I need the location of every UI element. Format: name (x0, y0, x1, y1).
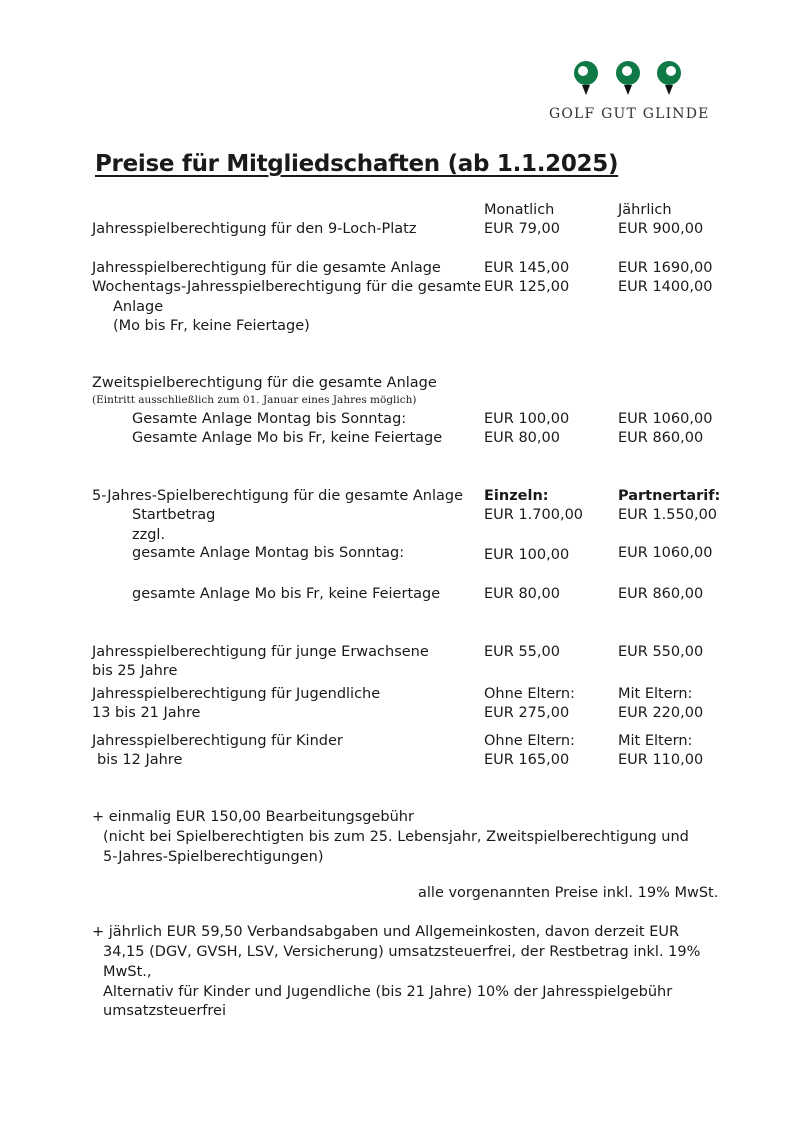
annual-line: Alternativ für Kinder und Jugendliche (bis 21 Jahre) 10% der Jahresspielgebühr (103, 984, 673, 1000)
annual-line: 34,15 (DGV, GVSH, LSV, Versicherung) umsatzsteuerfrei, der Restbetrag inkl. 19% (103, 944, 701, 960)
row-partner: EUR 1060,00 (618, 545, 713, 561)
golf-ball-icon (572, 60, 600, 96)
section-label: 5-Jahres-Spielberechtigung für die gesamte Anlage (92, 488, 463, 504)
row-sub: bis 12 Jahre (97, 752, 183, 768)
row-monthly: EUR 100,00 (484, 411, 570, 427)
row-label: Jahresspielberechtigung für junge Erwachsene (92, 644, 429, 660)
header-with-parents: Mit Eltern: (618, 686, 693, 702)
row-value: EUR 110,00 (618, 752, 704, 768)
header-without-parents: Ohne Eltern: (484, 686, 575, 702)
row-note: (Mo bis Fr, keine Feiertage) (113, 318, 310, 334)
row-value: EUR 165,00 (484, 752, 570, 768)
row-value: EUR 220,00 (618, 705, 704, 721)
header-without-parents: Ohne Eltern: (484, 733, 575, 749)
row-yearly: EUR 1400,00 (618, 279, 713, 295)
golf-ball-icon (655, 60, 683, 96)
row-label: gesamte Anlage Mo bis Fr, keine Feiertage (132, 586, 441, 602)
header-yearly: Jährlich (618, 202, 672, 218)
header-single: Einzeln: (484, 488, 549, 504)
fee-line: (nicht bei Spielberechtigten bis zum 25. Lebensjahr, Zweitspielberechtigung und (103, 829, 689, 845)
row-label: gesamte Anlage Montag bis Sonntag: (132, 545, 405, 561)
row-label: Jahresspielberechtigung für Jugendliche (92, 686, 381, 702)
row-monthly: EUR 79,00 (484, 221, 560, 237)
row-yearly: EUR 550,00 (618, 644, 704, 660)
row-label: Wochentags-Jahresspielberechtigung für die gesamte (92, 279, 482, 295)
golf-ball-icon (614, 60, 642, 96)
row-label: Jahresspielberechtigung für Kinder (92, 733, 343, 749)
row-monthly: EUR 55,00 (484, 644, 560, 660)
row-monthly: EUR 125,00 (484, 279, 570, 295)
row-yearly: EUR 1060,00 (618, 411, 713, 427)
annual-line: MwSt., (103, 964, 152, 980)
header-monthly: Monatlich (484, 202, 555, 218)
section-note: (Eintritt ausschließlich zum 01. Januar eines Jahres möglich) (92, 394, 417, 406)
header-with-parents: Mit Eltern: (618, 733, 693, 749)
row-monthly: EUR 80,00 (484, 430, 560, 446)
annual-line: + jährlich EUR 59,50 Verbandsabgaben und Allgemeinkosten, davon derzeit EUR (92, 924, 680, 940)
row-single: EUR 1.700,00 (484, 507, 584, 523)
row-yearly: EUR 860,00 (618, 430, 704, 446)
logo-text: GOLF GUT GLINDE (549, 106, 710, 122)
row-partner: EUR 860,00 (618, 586, 704, 602)
row-partner: EUR 1.550,00 (618, 507, 718, 523)
fee-line: 5-Jahres-Spielberechtigungen) (103, 849, 324, 865)
row-single: EUR 80,00 (484, 586, 560, 602)
row-label: Gesamte Anlage Mo bis Fr, keine Feiertage (132, 430, 443, 446)
row-monthly: EUR 145,00 (484, 260, 570, 276)
row-single: EUR 100,00 (484, 547, 570, 563)
row-label: Startbetrag (132, 507, 216, 523)
row-sub: bis 25 Jahre (92, 663, 178, 679)
annual-line: umsatzsteuerfrei (103, 1003, 226, 1019)
page-title: Preise für Mitgliedschaften (ab 1.1.2025) (95, 151, 619, 177)
row-yearly: EUR 900,00 (618, 221, 704, 237)
fee-line: + einmalig EUR 150,00 Bearbeitungsgebühr (92, 809, 414, 825)
vat-note: alle vorgenannten Preise inkl. 19% MwSt. (418, 885, 719, 901)
row-label: Jahresspielberechtigung für die gesamte Anlage (92, 260, 441, 276)
row-yearly: EUR 1690,00 (618, 260, 713, 276)
row-label: Gesamte Anlage Montag bis Sonntag: (132, 411, 407, 427)
row-note: zzgl. (132, 527, 166, 543)
row-sub: 13 bis 21 Jahre (92, 705, 201, 721)
section-label: Zweitspielberechtigung für die gesamte Anlage (92, 375, 437, 391)
row-label-continued: Anlage (113, 299, 164, 315)
row-label: Jahresspielberechtigung für den 9-Loch-Platz (92, 221, 417, 237)
row-value: EUR 275,00 (484, 705, 570, 721)
header-partner: Partnertarif: (618, 488, 721, 504)
